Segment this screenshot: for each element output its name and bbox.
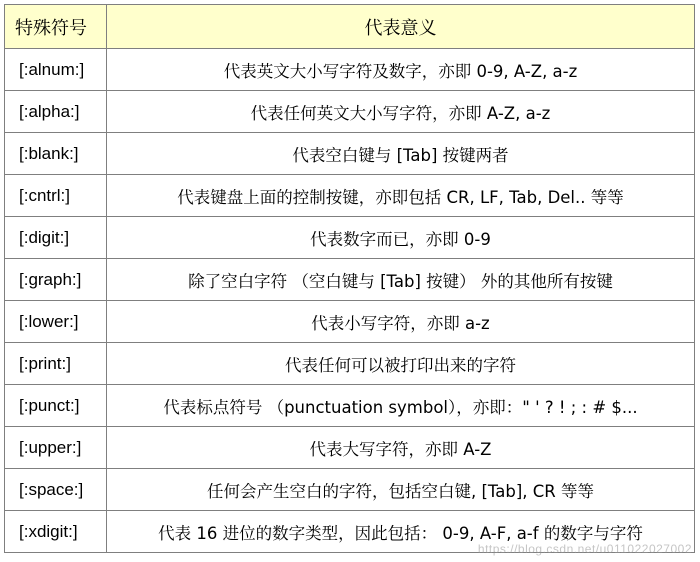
meaning-cell: 代表空白键与 [Tab] 按键两者 — [107, 133, 695, 175]
character-class-table-container — [4, 4, 694, 556]
symbol-cell: [:graph:] — [5, 259, 107, 301]
meaning-cell: 代表小写字符，亦即 a-z — [107, 301, 695, 343]
table-row — [5, 175, 695, 217]
meaning-cell: 代表英文大小写字符及数字，亦即 0-9, A-Z, a-z — [107, 49, 695, 91]
meaning-cell: 代表标点符号 （punctuation symbol），亦即：" ' ? ! ; : # $... — [107, 385, 695, 427]
symbol-cell: [:punct:] — [5, 385, 107, 427]
table-row — [5, 469, 695, 511]
table-row — [5, 133, 695, 175]
meaning-cell: 代表 16 进位的数字类型，因此包括： 0-9, A-F, a-f 的数字与字符 — [107, 511, 695, 553]
watermark-url: https://blog.csdn.net/u011022027002 — [477, 542, 692, 556]
symbol-cell: [:blank:] — [5, 133, 107, 175]
meaning-cell: 代表任何可以被打印出来的字符 — [107, 343, 695, 385]
table-row — [5, 259, 695, 301]
symbol-cell: [:alpha:] — [5, 91, 107, 133]
table-row — [5, 427, 695, 469]
meaning-cell: 代表键盘上面的控制按键，亦即包括 CR, LF, Tab, Del.. 等等 — [107, 175, 695, 217]
table-row — [5, 511, 695, 553]
meaning-cell: 除了空白字符 （空白键与 [Tab] 按键） 外的其他所有按键 — [107, 259, 695, 301]
table-row — [5, 385, 695, 427]
meaning-cell: 任何会产生空白的字符，包括空白键, [Tab], CR 等等 — [107, 469, 695, 511]
symbol-cell: [:xdigit:] — [5, 511, 107, 553]
header-special-symbol: 特殊符号 — [5, 5, 107, 49]
symbol-cell: [:cntrl:] — [5, 175, 107, 217]
meaning-cell: 代表任何英文大小写字符，亦即 A-Z, a-z — [107, 91, 695, 133]
header-meaning: 代表意义 — [107, 5, 695, 49]
table-row — [5, 91, 695, 133]
table-header-row — [5, 5, 695, 49]
symbol-cell: [:alnum:] — [5, 49, 107, 91]
symbol-cell: [:upper:] — [5, 427, 107, 469]
symbol-cell: [:lower:] — [5, 301, 107, 343]
table-row — [5, 301, 695, 343]
symbol-cell: [:digit:] — [5, 217, 107, 259]
symbol-cell: [:space:] — [5, 469, 107, 511]
character-class-table — [4, 4, 695, 553]
meaning-cell: 代表数字而已，亦即 0-9 — [107, 217, 695, 259]
meaning-cell: 代表大写字符，亦即 A-Z — [107, 427, 695, 469]
table-row — [5, 49, 695, 91]
table-row — [5, 343, 695, 385]
table-row — [5, 217, 695, 259]
symbol-cell: [:print:] — [5, 343, 107, 385]
